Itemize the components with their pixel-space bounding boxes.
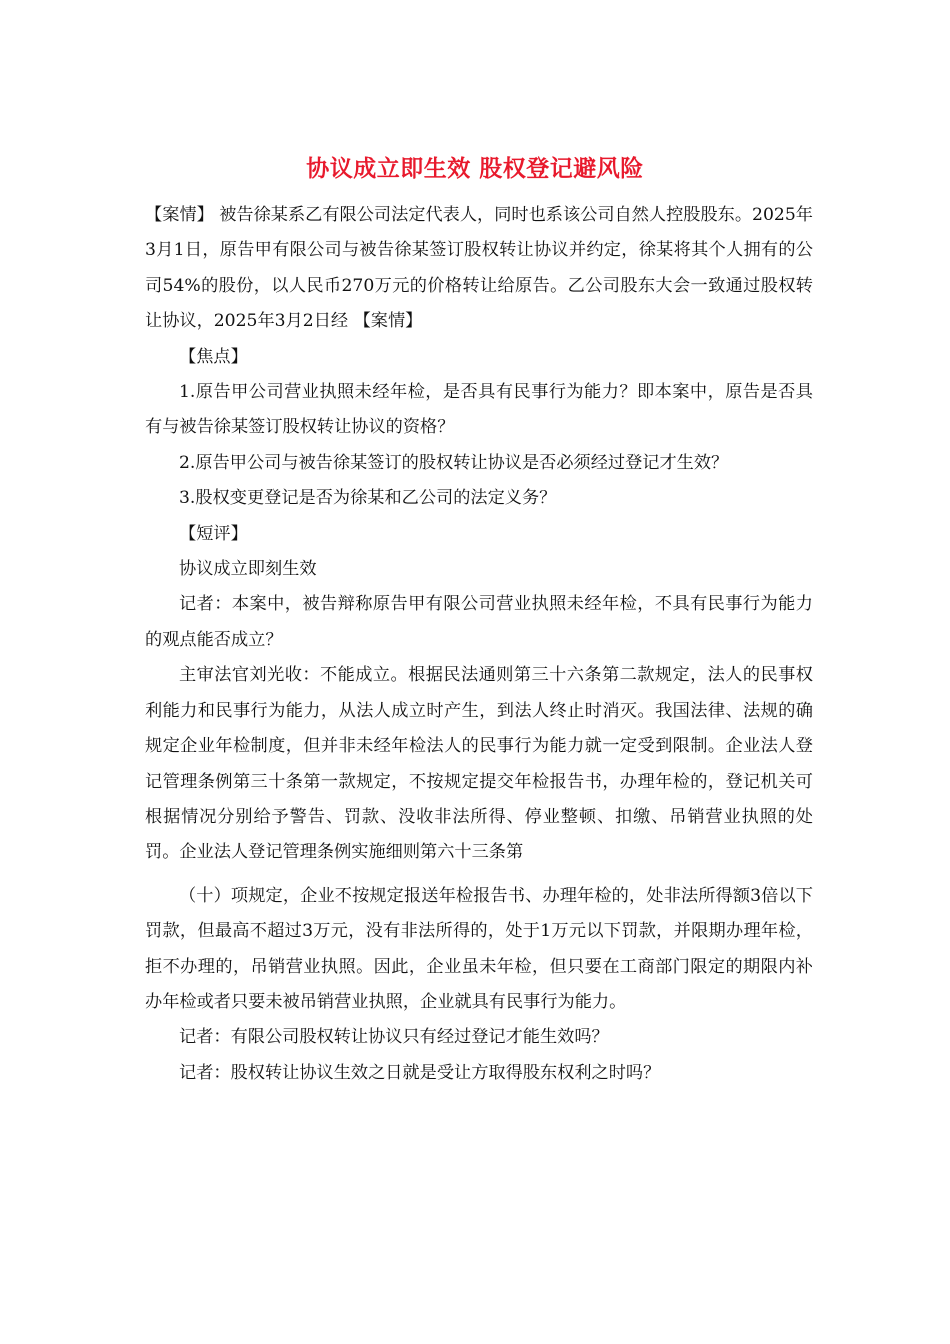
paragraph-reporter-question-2: 记者：有限公司股权转让协议只有经过登记才能生效吗？ bbox=[179, 1027, 609, 1048]
paragraph-focus-1: 1.原告甲公司营业执照未经年检，是否具有民事行为能力？即本案中，原告是否具有与被告徐某签订股权转让协议的资格？ bbox=[145, 382, 813, 438]
paragraph-judge-answer: 主审法官刘光收：不能成立。根据民法通则第三十六条第二款规定，法人的民事权利能力和民事行为能力，从法人成立时产生，到法人终止时消灭。我国法律、法规的确规定企业年检制度，但并非未经年检法人的民事行为能力就一定受到限制。企业法人登记管理条例第三十条第一款规定，不按规定提交年检报告书，办理年检的，登记机关可根据情况分别给予警告、罚款、没收非法所得、停业整顿、扣缴、吊销营业执照的处罚。企业法人登记管理条例实施细则第六十三条第 bbox=[145, 665, 813, 863]
paragraph-focus-3: 3.股权变更登记是否为徐某和乙公司的法定义务？ bbox=[179, 488, 557, 509]
paragraph-subheading: 协议成立即刻生效 bbox=[179, 559, 317, 580]
document-title: 协议成立即生效 股权登记避风险 bbox=[306, 156, 644, 182]
paragraph-focus-heading: 【焦点】 bbox=[179, 346, 248, 367]
paragraph-continuation: （十）项规定，企业不按规定报送年检报告书、办理年检的，处非法所得额3倍以下罚款，但最高不超过3万元，没有非法所得的，处于1万元以下罚款，并限期办理年检，拒不办理的，吊销营业执照。因此，企业虽未年检，但只要在工商部门限定的期限内补办年检或者只要未被吊销营业执照，企业就具有民事行为能力。 bbox=[145, 885, 813, 1012]
paragraph-reporter-question-3: 记者：股权转让协议生效之日就是受让方取得股东权利之时吗？ bbox=[179, 1062, 661, 1083]
paragraph-review-heading: 【短评】 bbox=[179, 523, 248, 544]
paragraph-focus-2: 2.原告甲公司与被告徐某签订的股权转让协议是否必须经过登记才生效？ bbox=[179, 452, 729, 473]
document-body bbox=[145, 198, 813, 1091]
paragraph-case: 【案情】 被告徐某系乙有限公司法定代表人，同时也系该公司自然人控股股东。2025年3月1日，原告甲有限公司与被告徐某签订股权转让协议并约定，徐某将其个人拥有的公司54%的股份，以人民币270万元的价格转让给原告。乙公司股东大会一致通过股权转让协议，2025年3月2日经 【案情】 bbox=[145, 205, 813, 332]
paragraph-reporter-question-1: 记者：本案中，被告辩称原告甲有限公司营业执照未经年检，不具有民事行为能力的观点能否成立？ bbox=[145, 594, 813, 650]
